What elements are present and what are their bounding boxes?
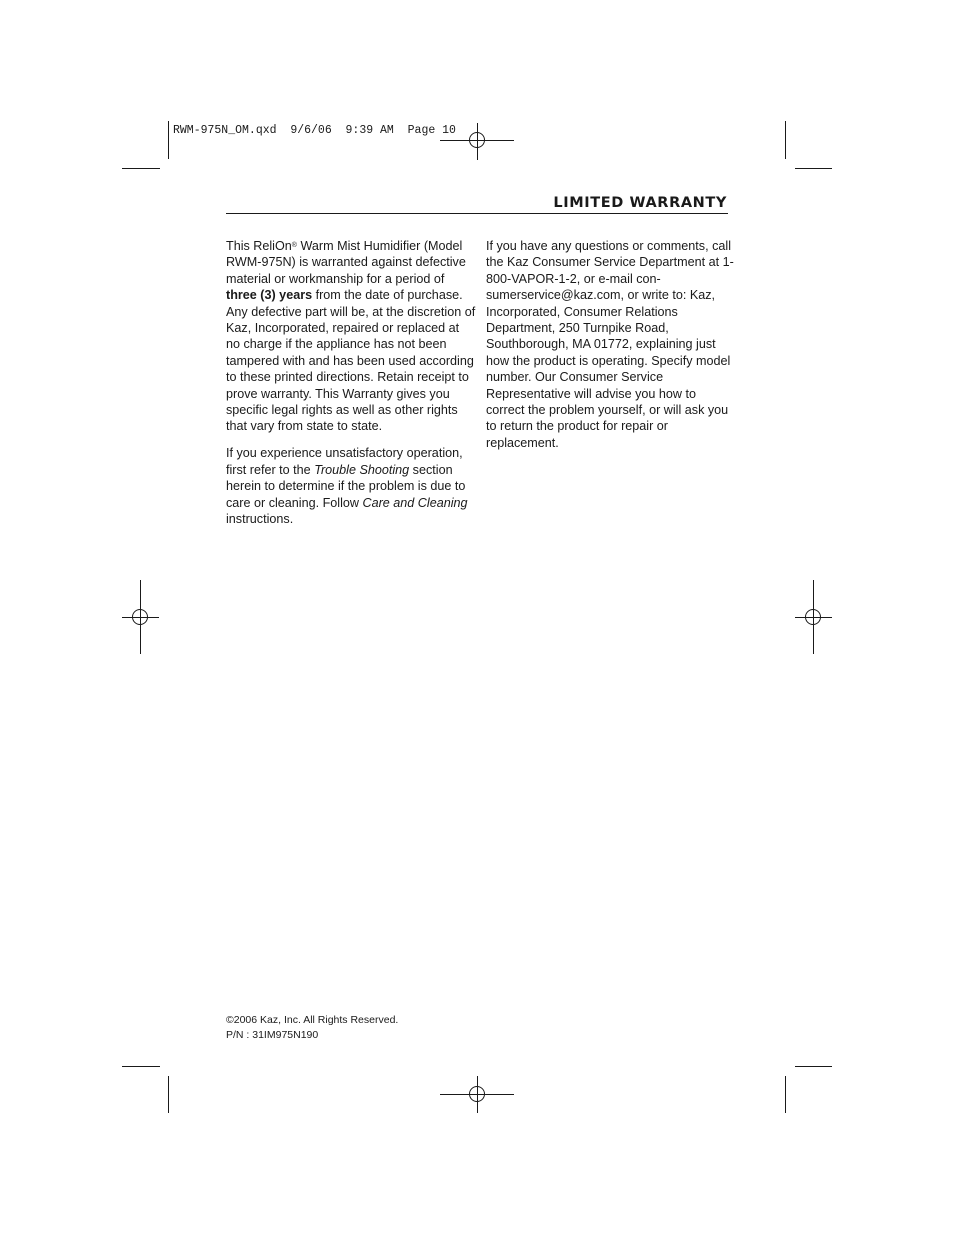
copyright-text: ©2006 Kaz, Inc. All Rights Reserved. — [226, 1014, 399, 1026]
crop-mark — [795, 168, 832, 169]
crop-mark — [168, 121, 169, 159]
contact-paragraph: If you have any questions or comments, call the Kaz Consumer Service Department at 1-800-VAPOR-1-2, or e-mail consumerservice@kaz.com, or write to: Kaz, Incorporated, Consumer Relations Department, 250 Turnpike Road, Southborough, MA 01772, explaining just how the product is operating. Specify model number. Our Consumer Service Representative will advise you how to correct the problem yourself, or will ask you to return the product for repair or replacement. — [486, 239, 734, 450]
warranty-paragraph: This ReliOn® Warm Mist Humidifier (Model RWM-975N) is warranted against defective material or workmanship for a period of three (3) years from the date of purchase. Any defective part will be, at the discretion of Kaz, Incorporated, repaired or replaced at no charge if the appliance has not been tampered with and has been used according to these printed directions. Retain receipt to prove warranty. This Warranty gives you specific legal rights as well as other rights that vary from state to state. — [226, 239, 476, 434]
heading-rule — [226, 213, 728, 214]
crop-mark — [785, 121, 786, 159]
section-heading: LIMITED WARRANTY — [553, 195, 727, 211]
crop-mark — [122, 168, 160, 169]
print-slug: RWM-975N_OM.qxd 9/6/06 9:39 AM Page 10 — [173, 124, 456, 137]
right-column — [486, 238, 736, 451]
left-column — [226, 238, 476, 527]
footer — [226, 1013, 398, 1043]
part-number: P/N : 31IM975N190 — [226, 1029, 319, 1041]
operation-paragraph: If you experience unsatisfactory operation, first refer to the Trouble Shooting section herein to determine if the problem is due to care or cleaning. Follow Care and Cleaning instructions. — [226, 446, 468, 526]
crop-mark — [785, 1076, 786, 1113]
crop-mark — [122, 1066, 160, 1067]
crop-mark — [168, 1076, 169, 1113]
crop-mark — [795, 1066, 832, 1067]
